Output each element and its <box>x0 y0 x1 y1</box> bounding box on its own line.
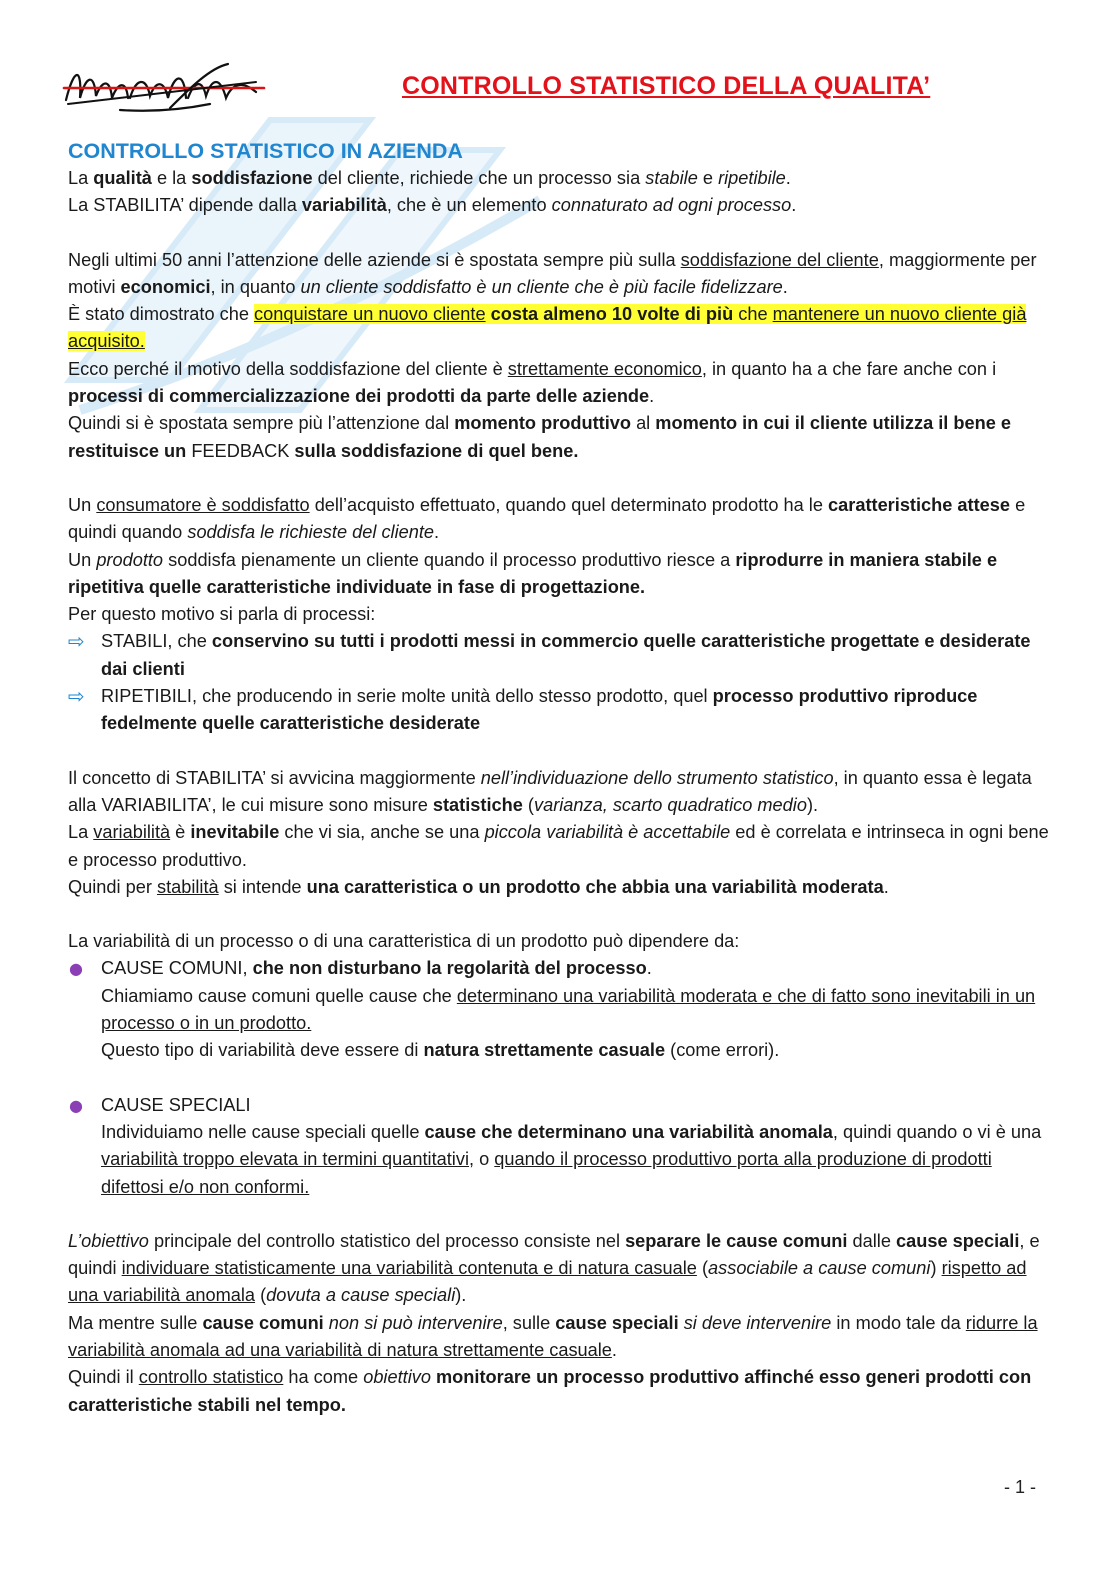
paragraph-stability-concept: Il concetto di STABILITA’ si avvicina maggiormente nell’individuazione dello strumento statistico, in quanto essa è legata alla VARIABILITA’, le cui misure sono misure statistiche (varianza, scarto quadratico medio). <box>68 767 1032 815</box>
paragraph-product: Un prodotto soddisfa pienamente un cliente quando il processo produttivo riesce a riprodurre in maniera stabile e ripetitiva quelle caratteristiche individuate in fase di progettazione. <box>68 549 998 597</box>
list-item: ⇨ RIPETIBILI, che producendo in serie molte unità dello stesso prodotto, quel processo produttivo riproduce fedelmente quelle caratteristiche desiderate <box>68 684 978 734</box>
list-item-special-causes: ● CAUSE SPECIALI Individuiamo nelle cause speciali quelle cause che determinano una variabilità anomala, quindi quando o vi è una variabilità troppo elevata in termini quantitativi, o quando il processo produttivo porta alla produzione di prodotti difettosi e/o non conformi. <box>68 1092 1058 1201</box>
causes-list <box>68 955 1058 1200</box>
handwritten-signature-icon <box>60 58 270 120</box>
paragraph-economic-motive: Ecco perché il motivo della soddisfazione del cliente è strettamente economico, in quanto ha a che fare anche con i processi di commercializzazione dei prodotti da parte delle aziende. <box>68 358 997 407</box>
list-item: ⇨ STABILI, che conservino su tutti i prodotti messi in commercio quelle caratteristiche progettate e desiderate dai clienti <box>68 629 1031 679</box>
document-title: CONTROLLO STATISTICO DELLA QUALITA’ <box>402 72 931 100</box>
paragraph-stability-definition: Quindi per stabilità si intende una caratteristica o un prodotto che abbia una variabilità moderata. <box>68 876 889 897</box>
paragraph-objective: L’obiettivo principale del controllo statistico del processo consiste nel separare le cause comuni dalle cause speciali, e quindi individuare statisticamente una variabilità contenuta e di natura casuale (associabile a cause comuni) rispetto ad una variabilità anomala (dovuta a cause speciali). <box>68 1230 1040 1306</box>
paragraph-satisfied-consumer: Un consumatore è soddisfatto dell’acquisto effettuato, quando quel determinato prodotto ha le caratteristiche attese e quindi quando soddisfa le richieste del cliente. <box>68 494 1026 543</box>
paragraph-processes-intro: Per questo motivo si parla di processi: <box>68 604 376 625</box>
paragraph-intervention: Ma mentre sulle cause comuni non si può intervenire, sulle cause speciali si deve intervenire in modo tale da ridurre la variabilità anomala ad una variabilità di natura strettamente casuale. <box>68 1312 1038 1360</box>
paragraph-stability: La STABILITA’ dipende dalla variabilità, che è un elemento connaturato ad ogni processo. <box>68 195 797 216</box>
process-types-list <box>68 628 1058 737</box>
paragraph-new-customer-cost: È stato dimostrato che conquistare un nuovo cliente costa almeno 10 volte di più che mantenere un nuovo cliente già acquisito. <box>68 304 1027 352</box>
paragraph-causes-intro: La variabilità di un processo o di una caratteristica di un prodotto può dipendere da: <box>68 931 740 952</box>
purple-bullet-icon: ● <box>69 959 83 979</box>
paragraph-customer-attention: Negli ultimi 50 anni l’attenzione delle aziende si è spostata sempre più sulla soddisfazione del cliente, maggiormente per motivi economici, in quanto un cliente soddisfatto è un cliente che è più facile fidelizzare. <box>68 249 1037 297</box>
section-heading: CONTROLLO STATISTICO IN AZIENDA <box>68 139 463 163</box>
paragraph-variability: La variabilità è inevitabile che vi sia, anche se una piccola variabilità è accettabile ed è correlata e intrinseca in ogni bene e processo produttivo. <box>68 822 1049 870</box>
list-item-common-causes: ● CAUSE COMUNI, che non disturbano la regolarità del processo. Chiamiamo cause comuni quelle cause che determinano una variabilità moderata e che di fatto sono inevitabili in un processo o in un prodotto. Questo tipo di variabilità deve essere di natura strettamente casuale (come errori). <box>68 955 1058 1064</box>
paragraph-quality: La qualità e la soddisfazione del cliente, richiede che un processo sia stabile e ripetibile. <box>68 168 791 188</box>
page-number: - 1 - <box>1004 1477 1037 1497</box>
list-spacer <box>68 1065 1058 1092</box>
right-double-arrow-icon: ⇨ <box>68 684 85 709</box>
document-body <box>68 137 1058 1419</box>
purple-bullet-icon: ● <box>69 1095 83 1115</box>
paragraph-conclusion: Quindi il controllo statistico ha come obiettivo monitorare un processo produttivo affinché esso generi prodotti con caratteristiche stabili nel tempo. <box>68 1367 1032 1415</box>
right-double-arrow-icon: ⇨ <box>68 629 85 654</box>
paragraph-feedback: Quindi si è spostata sempre più l’attenzione dal momento produttivo al momento in cui il cliente utilizza il bene e restituisce un FEEDBACK sulla soddisfazione di quel bene. <box>68 413 1012 461</box>
